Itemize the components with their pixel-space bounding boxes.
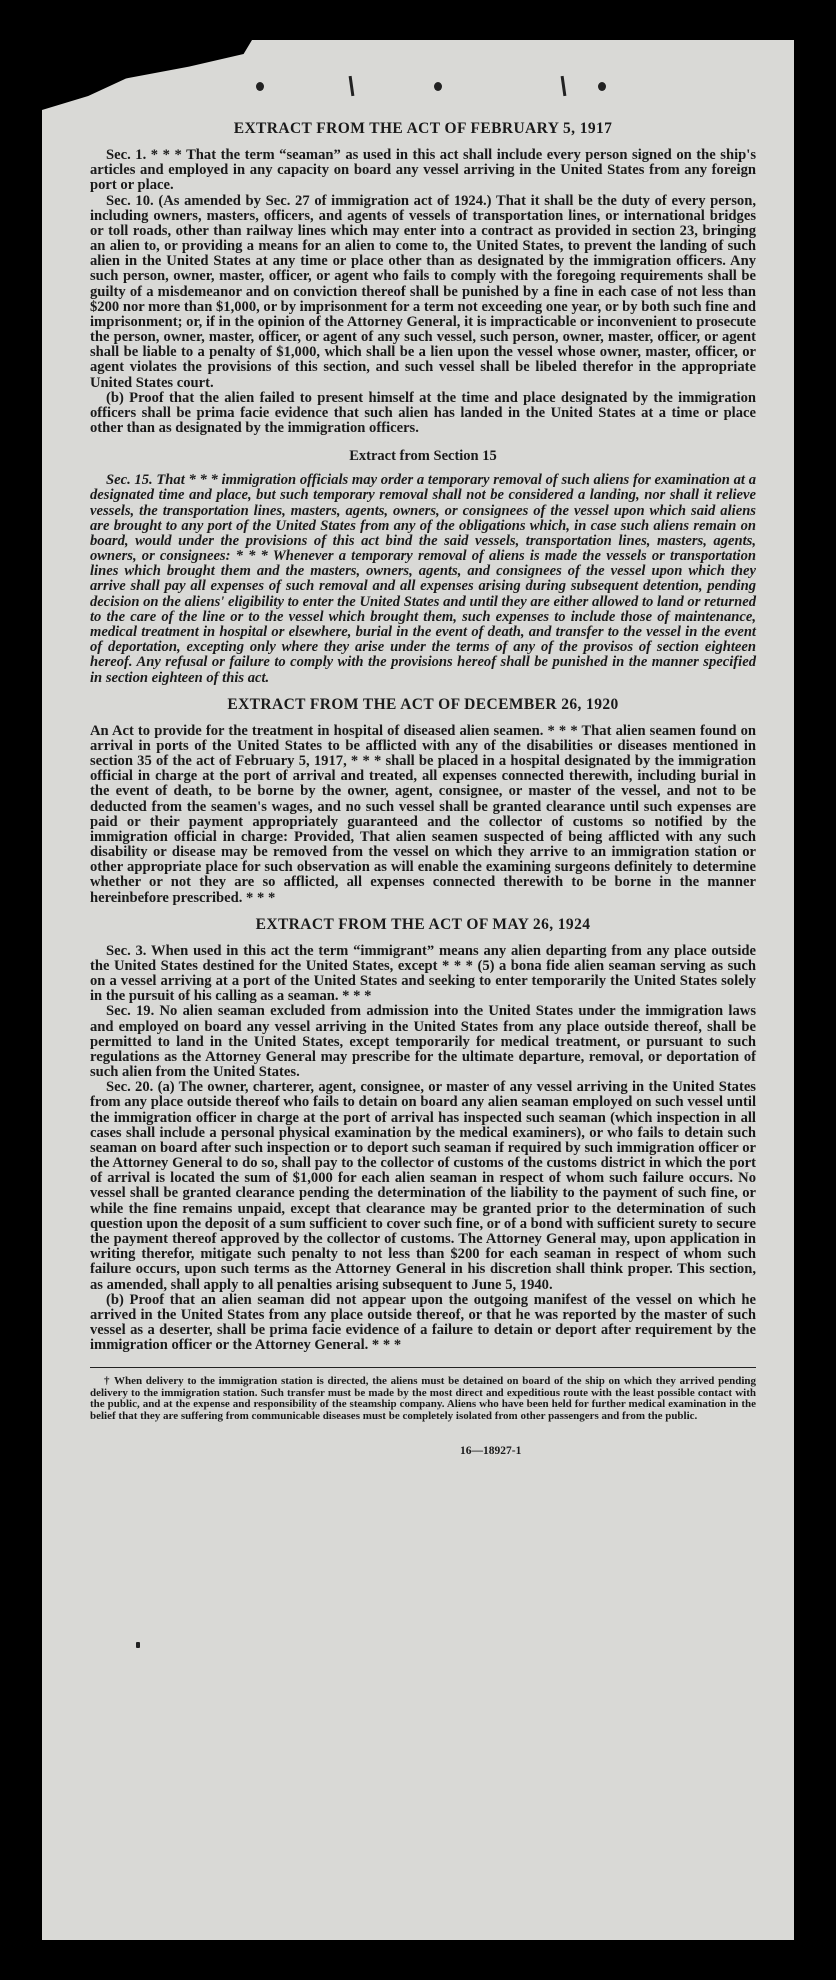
paragraph-sec-20-b: (b) Proof that an alien seaman did not appear upon the outgoing manifest of the vessel on which he arrived in the United States from any place outside thereof, or that he was reported by the master of such vessel as a deserter, shall be prima facie evidence of a failure to detain or deport after requirement by the immigration officer or the Attorney General. * * * xyxy=(90,1291,756,1354)
section-heading-feb-1917: EXTRACT FROM THE ACT OF FEBRUARY 5, 1917 xyxy=(233,120,613,137)
footnote-divider xyxy=(90,1367,756,1368)
punch-mark xyxy=(434,82,442,91)
section-heading-dec-1920: EXTRACT FROM THE ACT OF DECEMBER 26, 1920 xyxy=(227,695,619,713)
paragraph-sec-10: Sec. 10. (As amended by Sec. 27 of immigration act of 1924.) That it shall be the duty of every person, including owners, masters, officers, and agents of vessels of transportation lines, or international bridges or toll roads, other than railway lines which may enter into a contract as provided in section 23, bringing an alien to, or providing a means for an alien to come to, the United States, to prevent the landing of such alien in the United States at any time or place other than as designated by the immigration officers. Any such person, owner, master, officer, or agent who fails to comply with the foregoing requirements shall be guilty of a misdemeanor and on conviction thereof shall be punished by a fine in each case of not less than $200 nor more than $1,000, or by imprisonment for a term not exceeding one year, or by both such fine and imprisonment; or, if in the opinion of the Attorney General, it is impracticable or inconvenient to prosecute the person, owner, master, officer, or agent of any such vessel, such person, owner, master, officer, or agent shall be liable to a penalty of $1,000, which shall be a lien upon the vessel whose owner, master, officer, or agent violates the provisions of this section, and such vessel shall be libeled therefor in the appropriate United States court. xyxy=(90,192,756,391)
punch-mark xyxy=(561,76,567,96)
punch-mark xyxy=(349,76,355,96)
paragraph-sec-19: Sec. 19. No alien seaman excluded from admission into the United States under the immigration laws and employed on board any vessel arriving in the United States from any place outside thereof, shall be permitted to land in the United States, except temporarily for medical treatment, or pursuant to such regulations as the Attorney General may prescribe for the ultimate departure, removal, or deportation of such alien from the United States. xyxy=(90,1003,756,1081)
paragraph-sec-20-a: Sec. 20. (a) The owner, charterer, agent, consignee, or master of any vessel arriving in the United States from any place outside thereof who fails to detain on board any alien seaman employed on such vessel until the immigration officer in charge at the port of arrival has inspected such seaman (which inspection in all cases shall include a personal physical examination by the medical examiners), or who fails to detain such seaman on board after such inspection or to deport such seaman if required by such immigration officer or the Attorney General to do so, shall pay to the collector of customs of the customs district in which the port of arrival is located the sum of $1,000 for each alien seaman in respect of whom such failure occurs. No vessel shall be granted clearance pending the determination of the liability to the payment of such fine, or while the fine remains unpaid, except that clearance may be granted prior to the determination of such question upon the deposit of a sum sufficient to cover such fine, or of a bond with sufficient surety to secure the payment thereof approved by the collector of customs. The Attorney General may, upon application in writing therefor, mitigate such penalty to not less than $200 for each seaman in respect of whom such failure occurs, upon such terms as the Attorney General in his discretion shall think proper. This section, as amended, shall apply to all penalties arising subsequent to June 5, 1940. xyxy=(90,1079,756,1293)
paragraph-sec-1: Sec. 1. * * * That the term “seaman” as used in this act shall include every person signed on the ship's articles and employed in any capacity on board any vessel arriving in the United States from any foreign port or place. xyxy=(90,147,756,194)
section-heading-may-1924: EXTRACT FROM THE ACT OF MAY 26, 1924 xyxy=(255,915,591,933)
footnote: † When delivery to the immigration station is directed, the aliens must be detained on board of the ship on which they arrived pending delivery to the immigration station. Such transfer must be made by the most direct and expeditious route with the least possible contact with the public, and at the expense and responsibility of the steamship company. Aliens who have been held for further medical examination in the belief that they are suffering from communicable diseases must be completely isolated from other passengers and from the public. xyxy=(90,1375,756,1423)
paragraph-sec-10-b: (b) Proof that the alien failed to present himself at the time and place designated by the immigration officers shall be prima facie evidence that such alien has landed in the United States at a time or place other than as designated by the immigration officers. xyxy=(90,389,756,437)
form-number: 16—18927-1 xyxy=(460,1444,522,1457)
margin-mark xyxy=(136,1642,140,1648)
subheading-section-15: Extract from Section 15 xyxy=(349,448,497,465)
paragraph-act-1920: An Act to provide for the treatment in hospital of diseased alien seamen. * * * That alien seamen found on arrival in ports of the United States to be afflicted with any of the disabilities or diseases mentioned in section 35 of the act of February 5, 1917, * * * shall be placed in a hospital designated by the immigration official in charge at the port of arrival and treated, all expenses connected therewith, including burial in the event of death, to be borne by the owner, agent, consignee, or master of the vessel, and not to be deducted from the seamen's wages, and no such vessel shall be granted clearance until such expenses are paid or their payment appropriately guaranteed and the collector of customs so notified by the immigration official in charge: Provided, That alien seamen suspected of being afflicted with any such disability or disease may be removed from the vessel on which they arrive to an immigration station or other appropriate place for such observation as will enable the examining surgeons definitely to determine whether or not they are so afflicted, all expenses connected therewith to be borne in the manner hereinbefore prescribed. * * * xyxy=(90,722,756,906)
paragraph-sec-15: Sec. 15. That * * * immigration officials may order a temporary removal of such aliens for examination at a designated time and place, but such temporary removal shall not be considered a landing, nor shall it relieve vessels, the transportation lines, masters, agents, owners, or consignees of the vessel upon which said aliens are brought to any port of the United States from any of the obligations which, in case such aliens remain on board, would under the provisions of this act bind the said vessels, transportation lines, masters, agents, owners, or consignees: * * * Whenever a temporary removal of aliens is made the vessels or transportation lines which brought them and the masters, owners, agents, and consignees of the vessel upon which they arrive shall pay all expenses of such removal and all expenses arising during subsequent detention, pending decision on the aliens' eligibility to enter the United States and until they are either allowed to land or returned to the care of the line or to the vessel which brought them, such expenses to include those of maintenance, medical treatment in hospital or elsewhere, burial in the event of death, and transfer to the vessel in the event of deportation, excepting only where they arise under the terms of any of the provisos of section eighteen hereof. Any refusal or failure to comply with the provisions hereof shall be punished in the manner specified in section eighteen of this act. xyxy=(90,472,756,686)
paragraph-sec-3: Sec. 3. When used in this act the term “immigrant” means any alien departing from any place outside the United States destined for the United States, except * * * (5) a bona fide alien seaman serving as such on a vessel arriving at a port of the United States and seeking to enter temporarily the United States solely in the pursuit of his calling as a seaman. * * * xyxy=(90,942,756,1005)
document-page xyxy=(42,40,794,1940)
punch-mark xyxy=(598,82,606,91)
punch-mark xyxy=(256,82,264,91)
